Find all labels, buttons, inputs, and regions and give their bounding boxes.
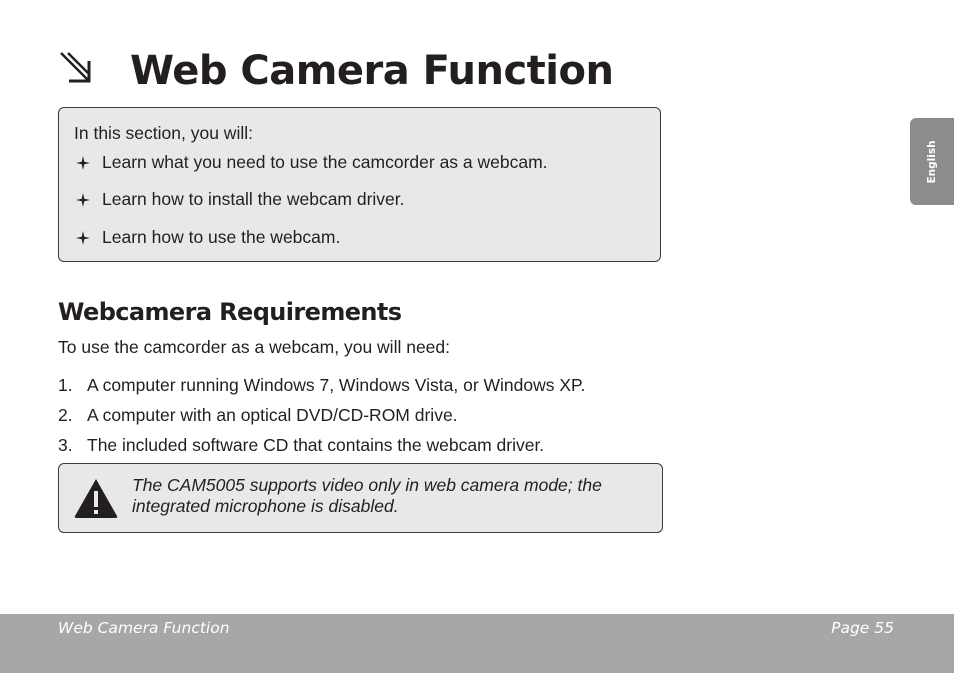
footer-section-title: Web Camera Function [58,619,230,637]
page-title: Web Camera Function [130,48,614,94]
four-point-star-icon [76,156,90,170]
bullet-text: Learn what you need to use the camcorder as a webcam. [102,152,548,172]
requirements-intro: To use the camcorder as a webcam, you will need: [58,337,450,357]
list-item [58,405,458,426]
bullet-text: Learn how to install the webcam driver. [102,189,405,209]
list-item [76,227,340,248]
language-tab [910,118,954,205]
list-item [76,152,548,173]
note-box [58,463,663,533]
list-item [58,435,544,456]
title-row [58,48,613,94]
list-item [58,375,585,396]
list-text: A computer with an optical DVD/CD-ROM drive. [87,405,458,425]
bullet-text: Learn how to use the webcam. [102,227,341,247]
page-number: Page 55 [831,619,894,637]
list-text: The included software CD that contains the webcam driver. [87,435,545,455]
note-text: The CAM5005 supports video only in web camera mode; the integrated microphone is disabled. [132,475,602,516]
four-point-star-icon [76,231,90,245]
list-number: 3. [58,435,73,455]
list-item [76,189,405,210]
list-text: A computer running Windows 7, Windows Vista, or Windows XP. [87,375,586,395]
warning-triangle-icon [73,477,119,519]
footer [0,614,954,673]
section-heading: Webcamera Requirements [58,298,402,326]
language-tab-label: English [926,139,938,184]
intro-box [58,107,661,262]
intro-lead: In this section, you will: [74,123,253,143]
list-number: 2. [58,405,73,425]
arrow-down-right-icon [58,50,92,84]
four-point-star-icon [76,193,90,207]
list-number: 1. [58,375,73,395]
